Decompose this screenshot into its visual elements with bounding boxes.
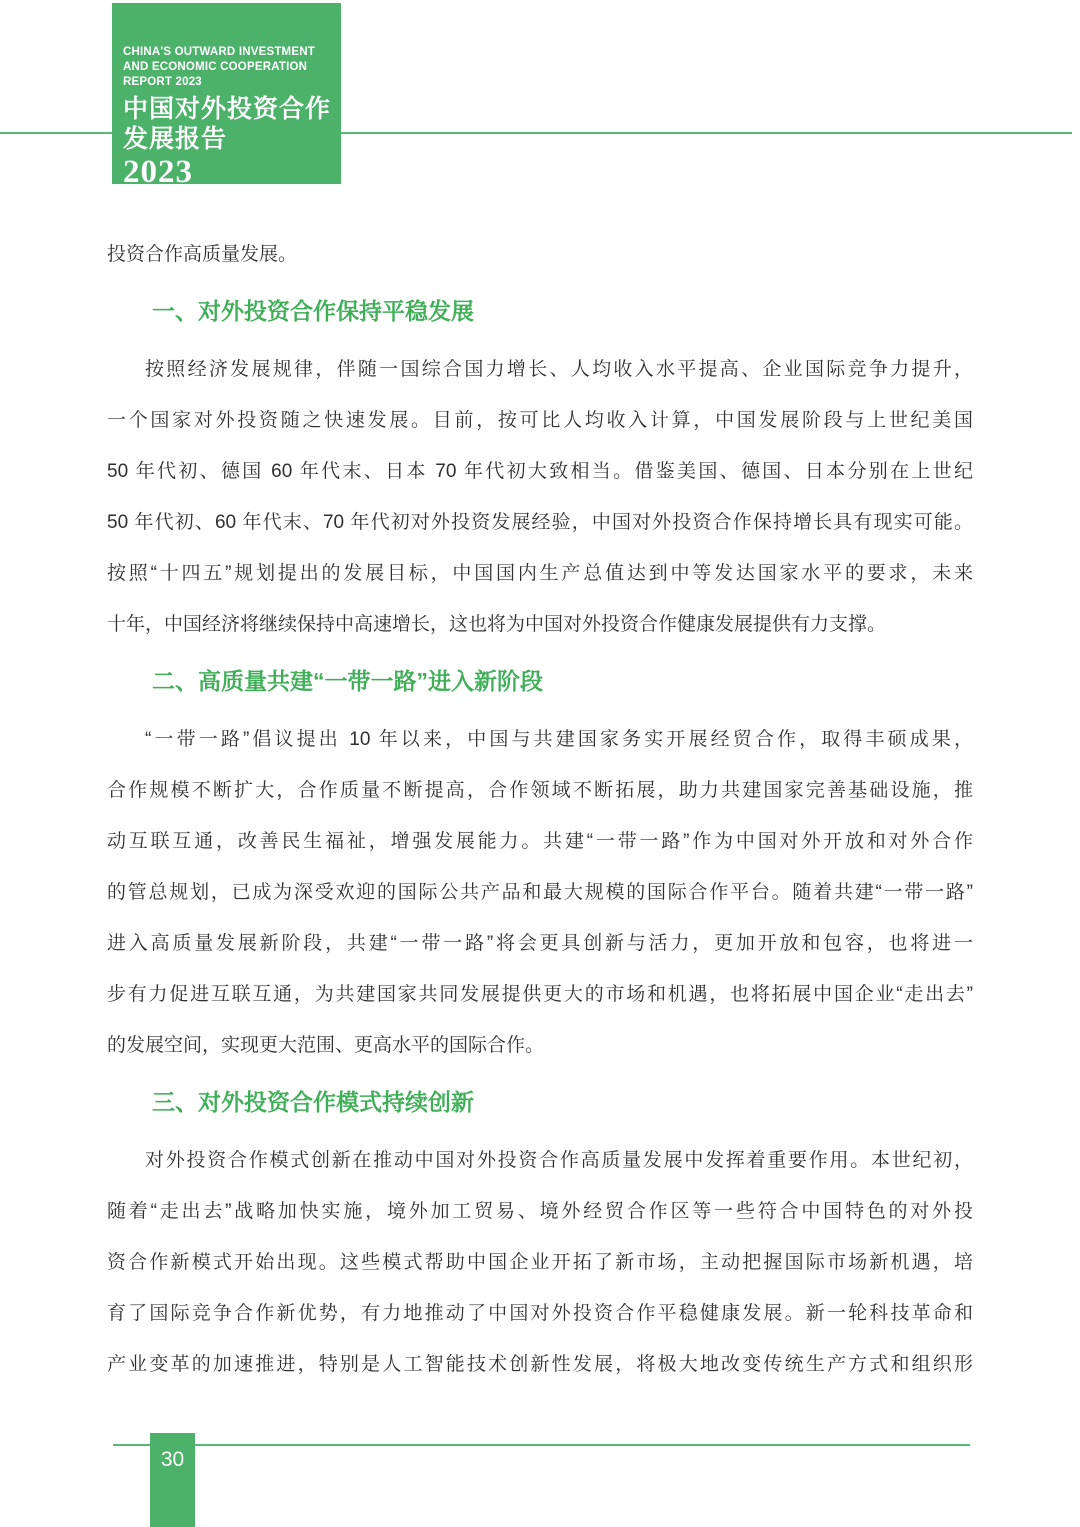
footer-rule xyxy=(113,1444,970,1446)
header-title-zh-line1: 中国对外投资合作 xyxy=(123,95,332,123)
page-body xyxy=(107,229,973,1390)
text-line: 育了国际竞争合作新优势，有力地推动了中国对外投资合作平稳健康发展。新一轮科技革命和 xyxy=(107,1303,973,1324)
report-header-badge xyxy=(112,3,341,190)
section-2-paragraph xyxy=(107,714,973,1071)
text-line: 步有力促进互联互通，为共建国家共同发展提供更大的市场和机遇，也将拓展中国企业“走出去” xyxy=(107,984,973,1005)
text-line: 随着“走出去”战略加快实施，境外加工贸易、境外经贸合作区等一些符合中国特色的对外投 xyxy=(107,1201,973,1222)
header-year: 2023 xyxy=(123,154,193,190)
text-line: 50 年代初、德国 60 年代末、日本 70 年代初大致相当。借鉴美国、德国、日本分别在上世纪 xyxy=(107,461,973,482)
text-line: 资合作新模式开始出现。这些模式帮助中国企业开拓了新市场，主动把握国际市场新机遇，培 xyxy=(107,1252,973,1273)
section-1-heading: 一、对外投资合作保持平稳发展 xyxy=(152,298,474,324)
text-line: 的发展空间，实现更大范围、更高水平的国际合作。 xyxy=(107,1035,545,1056)
text-line: 按照“十四五”规划提出的发展目标，中国国内生产总值达到中等发达国家水平的要求，未来 xyxy=(107,563,973,584)
section-3-heading: 三、对外投资合作模式持续创新 xyxy=(152,1089,474,1115)
section-1-paragraph xyxy=(107,344,973,650)
text-line: 的管总规划，已成为深受欢迎的国际公共产品和最大规模的国际合作平台。随着共建“一带一路” xyxy=(107,882,973,903)
continuation-line: 投资合作高质量发展。 xyxy=(107,244,298,265)
header-title-en-line1: CHINA'S OUTWARD INVESTMENT xyxy=(123,46,315,58)
header-title-en-line2: AND ECONOMIC COOPERATION xyxy=(123,61,308,73)
text-line: 50 年代初、60 年代末、70 年代初对外投资发展经验，中国对外投资合作保持增长具有现实可能。 xyxy=(107,512,973,533)
text-line: 按照经济发展规律，伴随一国综合国力增长、人均收入水平提高、企业国际竞争力提升， xyxy=(145,359,973,380)
page-number-badge xyxy=(150,1433,195,1527)
text-line: 合作规模不断扩大，合作质量不断提高，合作领域不断拓展，助力共建国家完善基础设施，推 xyxy=(107,780,973,801)
page-number: 30 xyxy=(160,1448,185,1471)
header-title-zh xyxy=(123,94,333,154)
header-title-zh-line2: 发展报告 xyxy=(123,125,228,153)
text-line: 对外投资合作模式创新在推动中国对外投资合作高质量发展中发挥着重要作用。本世纪初， xyxy=(145,1150,973,1171)
text-line: 十年，中国经济将继续保持中高速增长，这也将为中国对外投资合作健康发展提供有力支撑。 xyxy=(107,614,887,635)
header-title-en-line3: REPORT 2023 xyxy=(123,76,202,88)
section-3-paragraph xyxy=(107,1135,973,1390)
text-line: 一个国家对外投资随之快速发展。目前，按可比人均收入计算，中国发展阶段与上世纪美国 xyxy=(107,410,973,431)
text-line: 动互联互通，改善民生福祉，增强发展能力。共建“一带一路”作为中国对外开放和对外合作 xyxy=(107,831,973,852)
section-2-heading: 二、高质量共建“一带一路”进入新阶段 xyxy=(152,668,543,694)
text-line: 进入高质量发展新阶段，共建“一带一路”将会更具创新与活力，更加开放和包容，也将进一 xyxy=(107,933,973,954)
text-line: “一带一路”倡议提出 10 年以来，中国与共建国家务实开展经贸合作，取得丰硕成果， xyxy=(145,729,973,750)
header-title-en xyxy=(123,45,333,90)
text-line: 产业变革的加速推进，特别是人工智能技术创新性发展，将极大地改变传统生产方式和组织形 xyxy=(107,1354,973,1375)
